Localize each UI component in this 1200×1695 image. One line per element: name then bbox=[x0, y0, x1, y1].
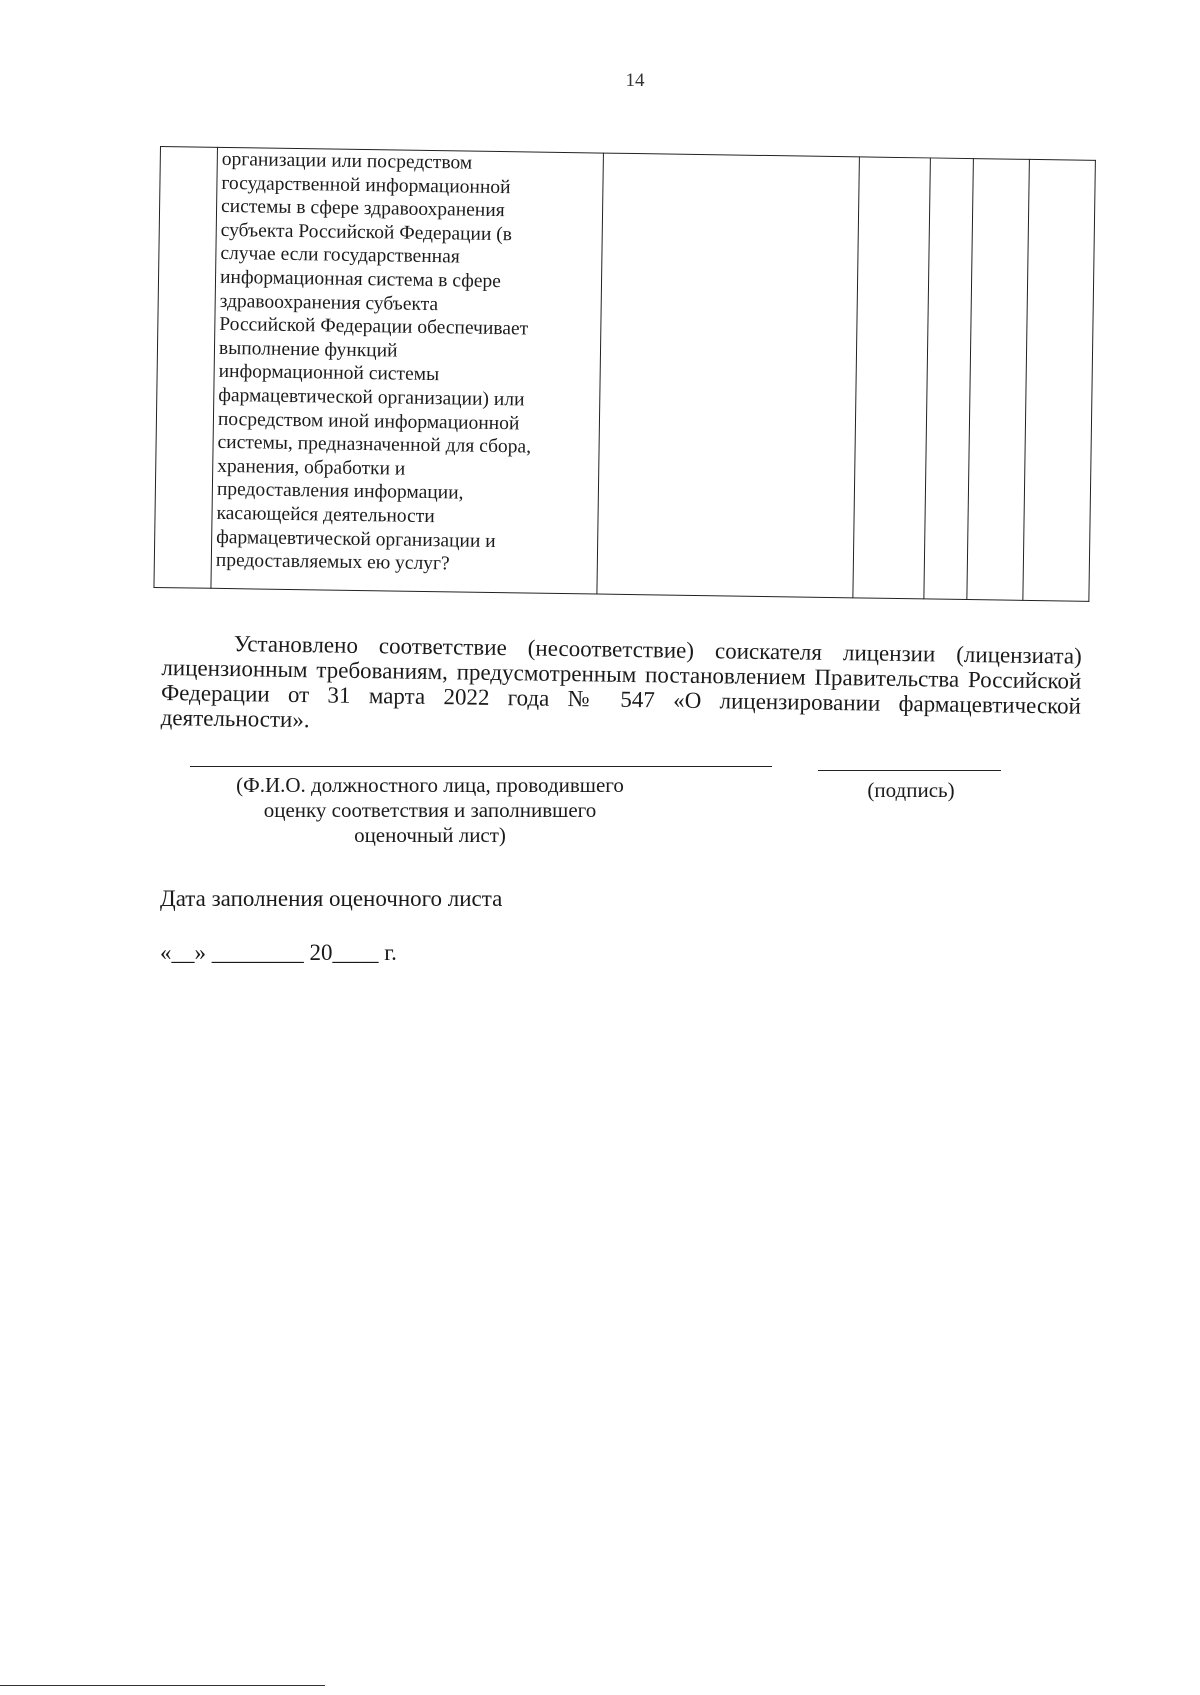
answer-yes-cell bbox=[853, 157, 931, 599]
date-fill-template: «__» ________ 20____ г. bbox=[160, 940, 397, 965]
signature-line bbox=[818, 770, 1001, 771]
row-number-cell bbox=[154, 147, 218, 589]
official-name-caption: (Ф.И.О. должностного лица, проводившего оценку соответствия и заполнившего оценочный лист) bbox=[236, 773, 624, 847]
table-row bbox=[154, 147, 1095, 602]
requirement-question-cell: организации или посредством государственной информационной системы в сфере здравоохранения субъекта Российской Федерации (в случае если государственная информационная система в сфере здравоохранения субъекта Российской Федерации обеспечивает выполнение функций информационной системы фармацевтической организации) или посредством иной информационной системы, предназначенной для сбора, хранения, обработки и предоставления информации, касающейся деятельности фармацевтической организации и предоставляемых ею услуг? bbox=[211, 147, 603, 594]
checklist-table-fragment bbox=[153, 146, 1094, 602]
date-label: Дата заполнения оценочного листа bbox=[160, 886, 503, 911]
normative-reference-cell bbox=[597, 153, 860, 598]
conclusion-paragraph: Установлено соответствие (несоответствие) соискателя лицензии (лицензиата) лицензионным требованиям, предусмотренным постановлением Правительства Российской Федерации от 31 марта 2022 года № 547 «О лицензировании фармацевтической деятельности». bbox=[160, 631, 1082, 733]
footnote-rule bbox=[0, 1685, 325, 1686]
answer-no-cell bbox=[924, 158, 974, 600]
signature-caption: (подпись) bbox=[867, 778, 955, 802]
checklist-table bbox=[153, 146, 1095, 602]
official-name-line bbox=[190, 766, 772, 767]
page-number: 14 bbox=[625, 70, 645, 91]
answer-not-applicable-cell bbox=[967, 159, 1030, 601]
notes-cell bbox=[1023, 159, 1096, 601]
